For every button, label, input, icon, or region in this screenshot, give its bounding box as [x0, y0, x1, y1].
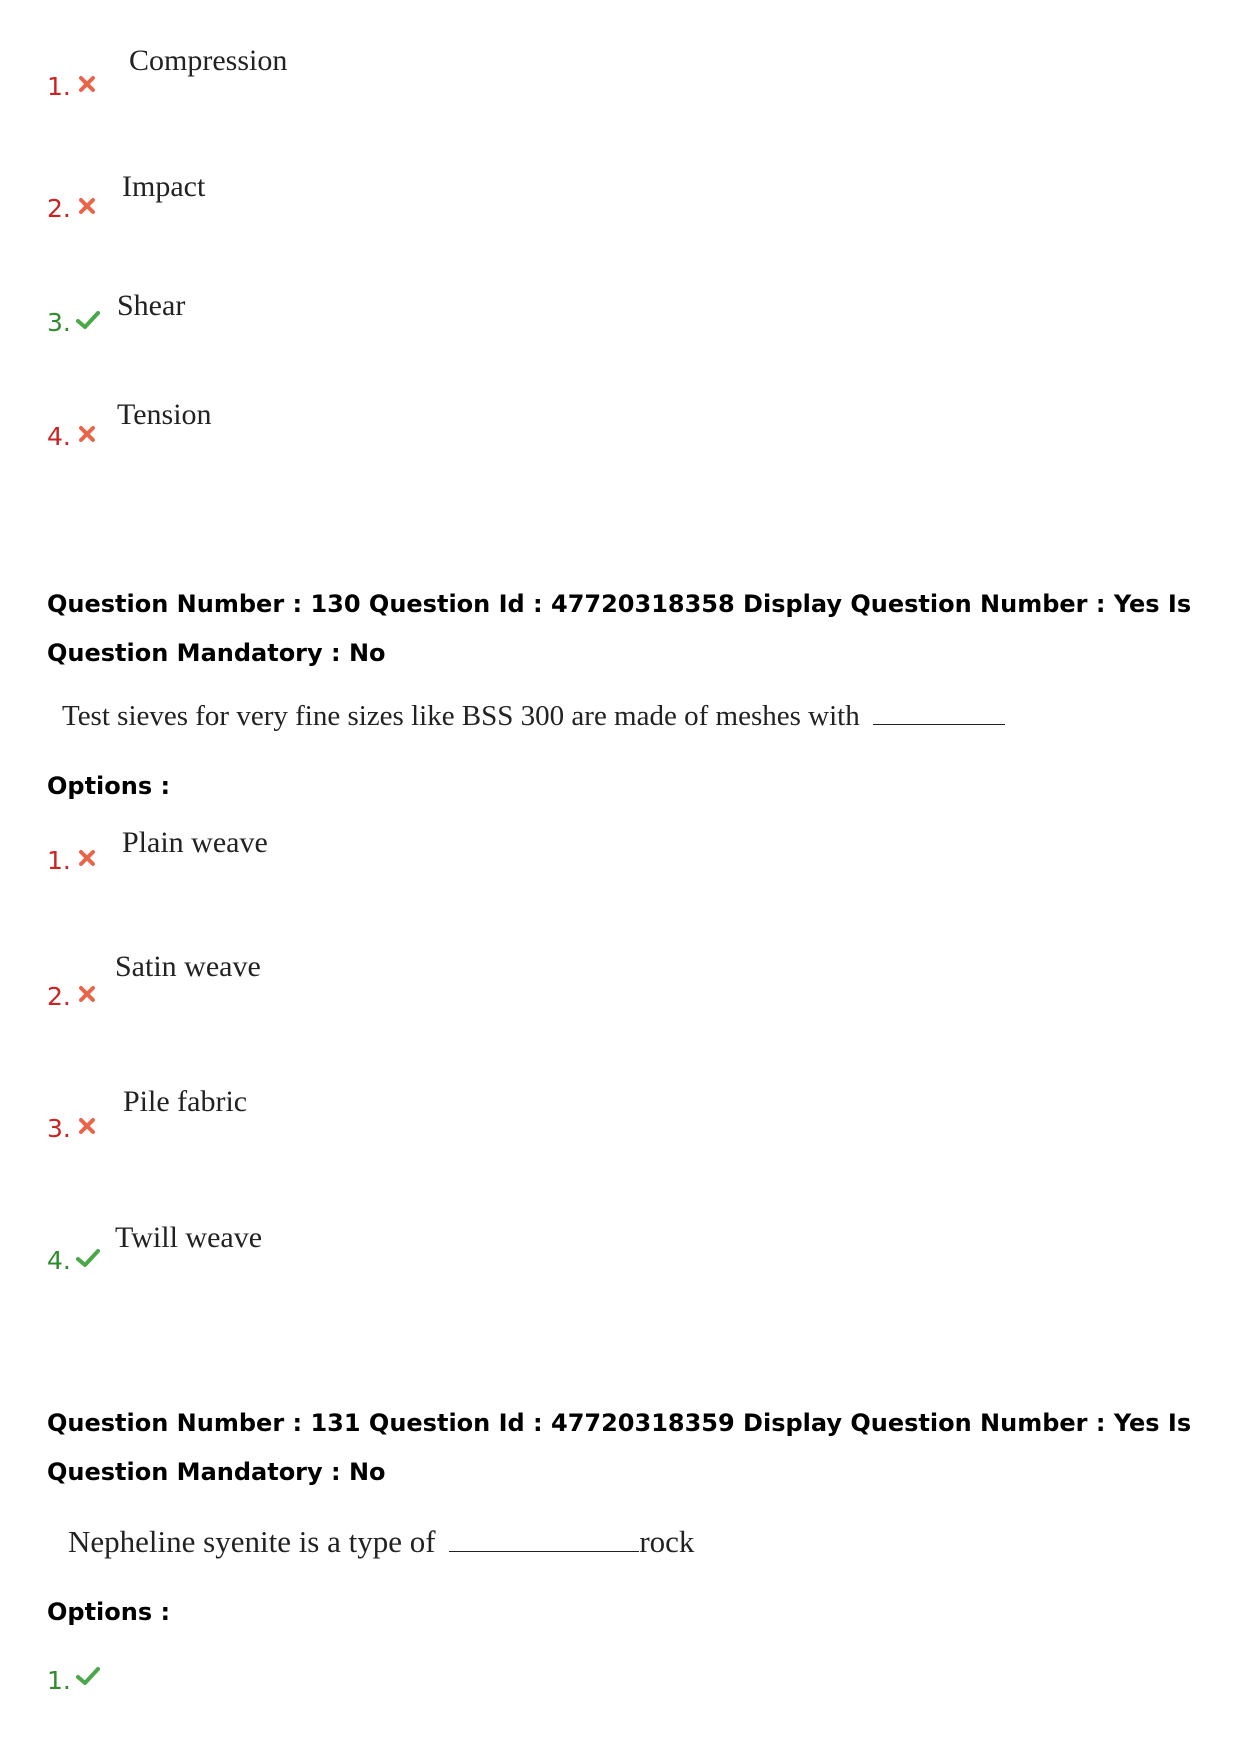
option-number: 4.	[47, 1246, 71, 1275]
option-text: Tension	[117, 398, 212, 431]
option-text: Satin weave	[115, 950, 261, 983]
question-stem-text: Nepheline syenite is a type of	[68, 1524, 436, 1559]
answer-blank	[873, 702, 1005, 725]
option-number: 1.	[47, 1666, 71, 1695]
check-icon	[76, 310, 100, 330]
check-icon	[76, 1666, 100, 1686]
question-stem-text: Test sieves for very fine sizes like BSS 300 are made of meshes with	[62, 700, 860, 732]
question-header: Question Number : 131 Question Id : 47720318359 Display Question Number : Yes Is Question Mandatory : No	[47, 1409, 1192, 1486]
question-stem-text-end: rock	[639, 1524, 695, 1559]
cross-icon	[78, 425, 96, 443]
option-number: 1.	[47, 846, 71, 875]
cross-icon	[78, 1117, 96, 1135]
cross-icon	[78, 849, 96, 867]
option-text: Compression	[129, 44, 288, 77]
option-text: Plain weave	[122, 826, 268, 859]
option-text: Pile fabric	[123, 1085, 248, 1118]
option-number: 1.	[47, 72, 71, 101]
option-number: 2.	[47, 194, 71, 223]
question-header: Question Number : 130 Question Id : 47720318358 Display Question Number : Yes Is Question Mandatory : No	[47, 590, 1192, 667]
option-number: 4.	[47, 422, 71, 451]
cross-icon	[78, 985, 96, 1003]
option-text: Twill weave	[115, 1221, 263, 1254]
option-text: Shear	[117, 289, 186, 322]
check-icon	[76, 1248, 100, 1268]
option-number: 3.	[47, 1114, 71, 1143]
options-label: Options :	[47, 1598, 171, 1626]
option-number: 2.	[47, 982, 71, 1011]
answer-blank	[449, 1529, 639, 1552]
option-number: 3.	[47, 308, 71, 337]
question-stem	[68, 1524, 694, 1560]
options-label: Options :	[47, 772, 171, 800]
cross-icon	[78, 75, 96, 93]
cross-icon	[78, 197, 96, 215]
option-text: Impact	[122, 170, 206, 203]
question-stem	[62, 700, 1005, 733]
